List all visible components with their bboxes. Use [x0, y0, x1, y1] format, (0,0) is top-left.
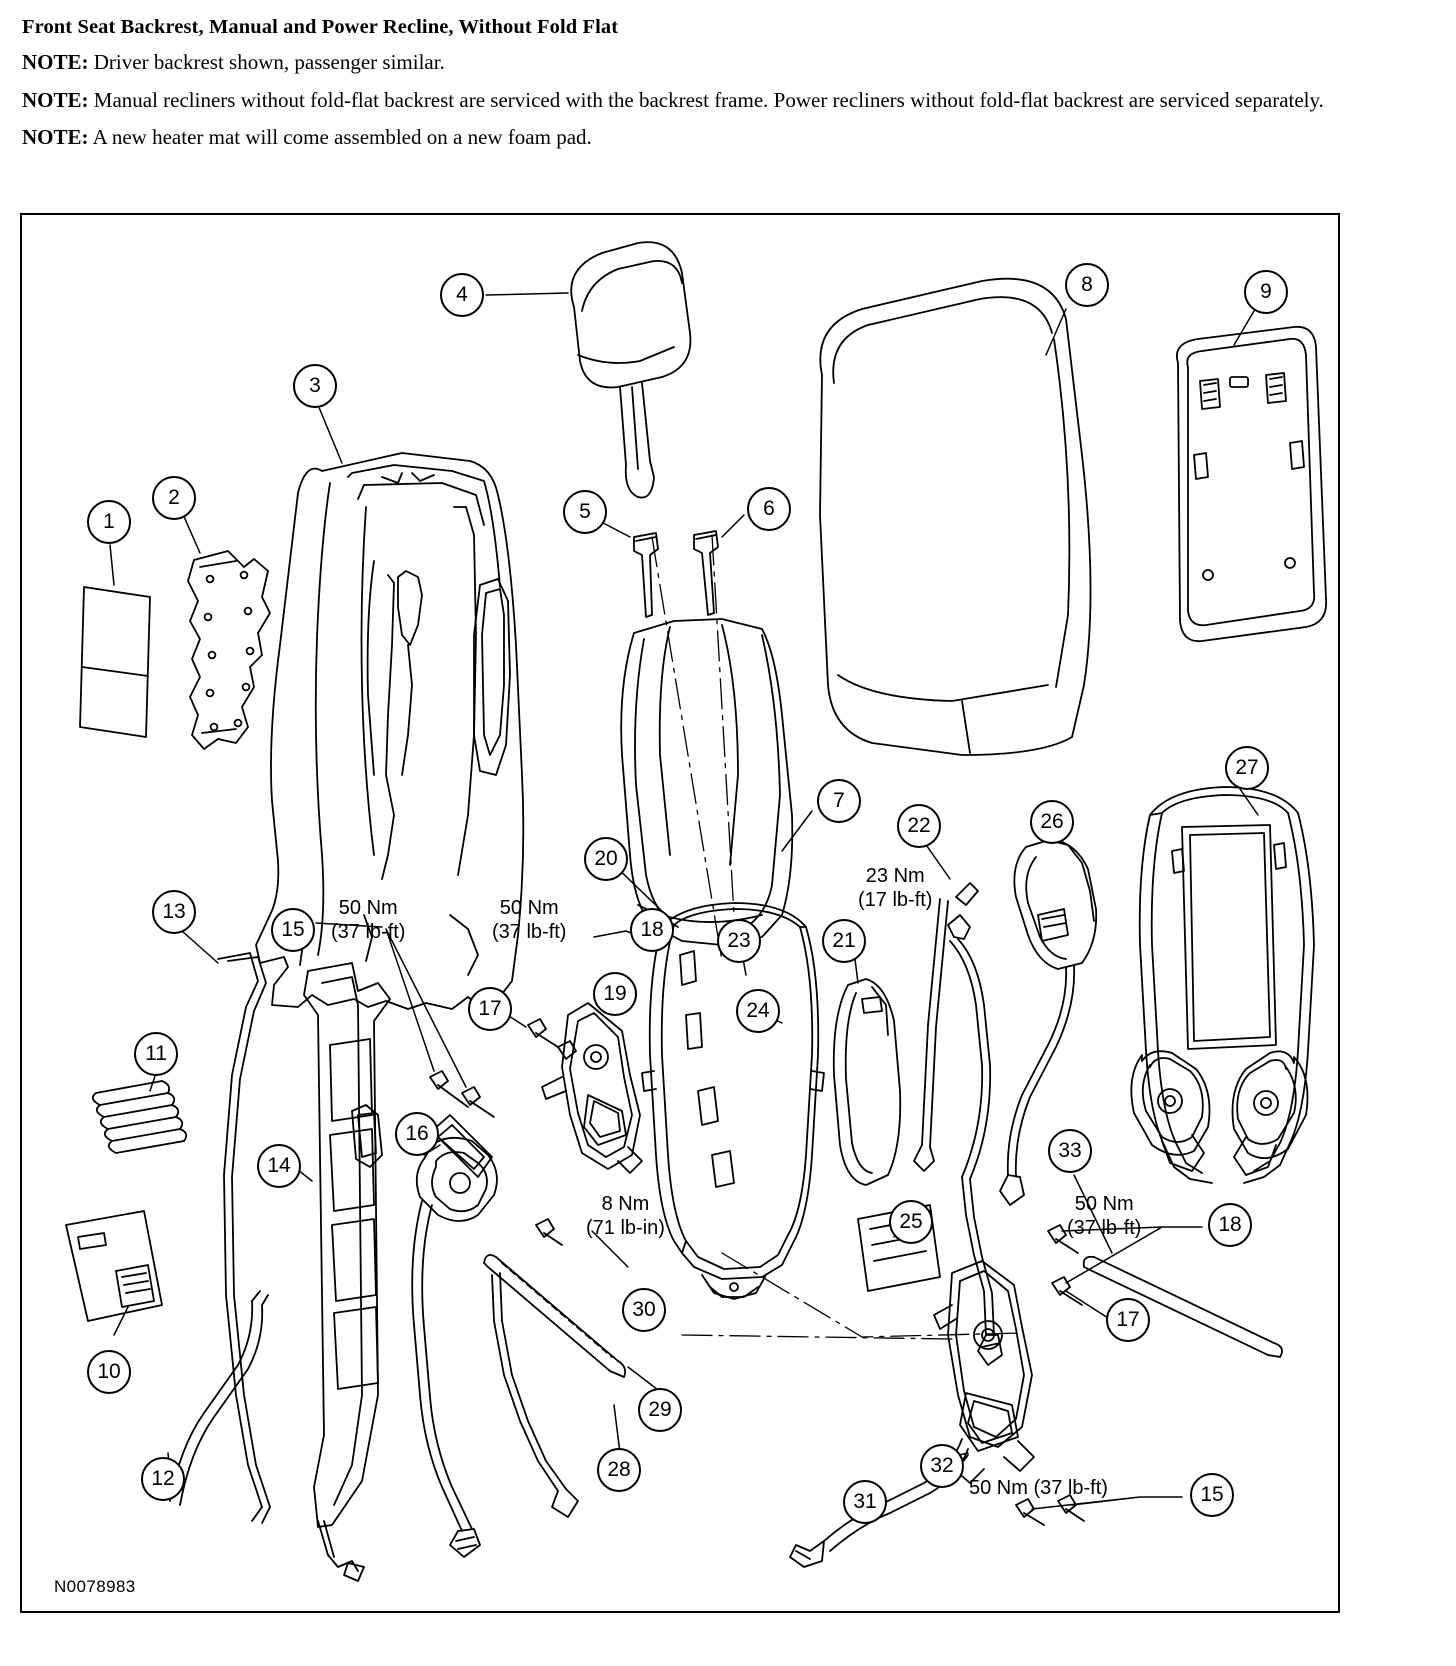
torque-label-15 [331, 897, 405, 944]
callout-31: 31 [843, 1480, 887, 1524]
part-10-panel [66, 1211, 162, 1321]
callout-27: 27 [1225, 746, 1269, 790]
torque-lbft: (37 lb-ft) [492, 920, 567, 943]
part-21-side-airbag [834, 979, 900, 1185]
callout-13: 13 [152, 890, 196, 934]
callout-28: 28 [597, 1448, 641, 1492]
note-3-text: A new heater mat will come assembled on a new foam pad. [92, 125, 592, 150]
part-27-frame-assembly [1131, 787, 1314, 1183]
part-11-spring [93, 1081, 186, 1153]
callout-14: 14 [257, 1144, 301, 1188]
exploded-view-figure [20, 213, 1340, 1613]
callout-9: 9 [1244, 270, 1288, 314]
torque-nm: 50 Nm [499, 897, 559, 919]
callout-17: 17 [468, 987, 512, 1031]
torque-label-18-right [1067, 1193, 1141, 1240]
note-2-label: NOTE: [22, 87, 89, 112]
torque-label-22 [858, 865, 932, 912]
callout-19: 19 [593, 972, 637, 1016]
callout-23: 23 [717, 919, 761, 963]
callout-25: 25 [889, 1200, 933, 1244]
part-2-bracket [188, 551, 270, 749]
part-13-side-wire [218, 953, 270, 1523]
callout-29: 29 [638, 1388, 682, 1432]
page-title: Front Seat Backrest, Manual and Power Recline, Without Fold Flat [22, 16, 619, 38]
part-30-bolt [536, 1219, 562, 1245]
callout-22: 22 [897, 804, 941, 848]
callout-30: 30 [622, 1288, 666, 1332]
torque-nm: 50 Nm [338, 897, 398, 919]
torque-label-15-right [969, 1477, 1108, 1501]
torque-label-18 [492, 897, 566, 944]
note-3-label: NOTE: [22, 125, 89, 150]
header-block [0, 0, 1456, 152]
torque-lbin: (71 lb-in) [586, 1216, 665, 1239]
callout-8: 8 [1065, 263, 1109, 307]
note-2-text: Manual recliners without fold-flat backrest are serviced with the backrest frame. Power recliners without fold-flat backrest are serviced separately. [93, 87, 1324, 112]
torque-nm: 23 Nm [865, 865, 925, 887]
callout-5: 5 [563, 490, 607, 534]
part-4-head-restraint [571, 242, 690, 497]
callout-26: 26 [1030, 800, 1074, 844]
torque-nm: 8 Nm [601, 1193, 650, 1215]
note-1 [22, 49, 1362, 77]
callout-17-right: 17 [1106, 1298, 1150, 1342]
torque-nm: 50 Nm [1074, 1193, 1134, 1215]
torque-lbft: (17 lb-ft) [858, 888, 933, 911]
part-14-heater-mat [304, 963, 390, 1581]
note-3 [22, 124, 1362, 152]
note-2 [22, 87, 1362, 115]
callout-21: 21 [822, 919, 866, 963]
part-12-wire-rod [170, 1291, 268, 1505]
callout-10: 10 [87, 1350, 131, 1394]
callout-12: 12 [141, 1457, 185, 1501]
callout-18-right: 18 [1208, 1203, 1252, 1247]
part-8-backrest-cushion [820, 279, 1091, 755]
callout-4: 4 [440, 273, 484, 317]
callout-15: 15 [271, 908, 315, 952]
torque-lbft: (37 lb-ft) [1067, 1216, 1142, 1239]
callout-3: 3 [293, 364, 337, 408]
note-1-text: Driver backrest shown, passenger similar. [93, 50, 445, 74]
callout-33: 33 [1048, 1129, 1092, 1173]
callout-1: 1 [87, 500, 131, 544]
torque-nm: 50 Nm (37 lb-ft) [969, 1477, 1108, 1499]
figure-id: N0078983 [54, 1577, 136, 1596]
callout-15-right: 15 [1190, 1473, 1234, 1517]
callout-11: 11 [134, 1032, 178, 1076]
part-19-recliner-mechanism [542, 1003, 642, 1173]
part-16-recliner-motor [412, 1115, 497, 1557]
callout-24: 24 [736, 989, 780, 1033]
part-1-trim-panel [80, 587, 150, 737]
part-5-guide-sleeve [634, 533, 658, 617]
torque-lbft: (37 lb-ft) [331, 920, 406, 943]
note-1-label: NOTE: [22, 50, 89, 74]
callout-2: 2 [152, 476, 196, 520]
callout-18: 18 [630, 908, 674, 952]
callout-32: 32 [920, 1444, 964, 1488]
callout-7: 7 [817, 779, 861, 823]
callout-16: 16 [395, 1112, 439, 1156]
callout-6: 6 [747, 487, 791, 531]
callout-20: 20 [584, 837, 628, 881]
torque-label-30 [586, 1193, 665, 1240]
part-17-bolts [528, 1019, 576, 1059]
part-9-back-panel [1177, 327, 1326, 641]
